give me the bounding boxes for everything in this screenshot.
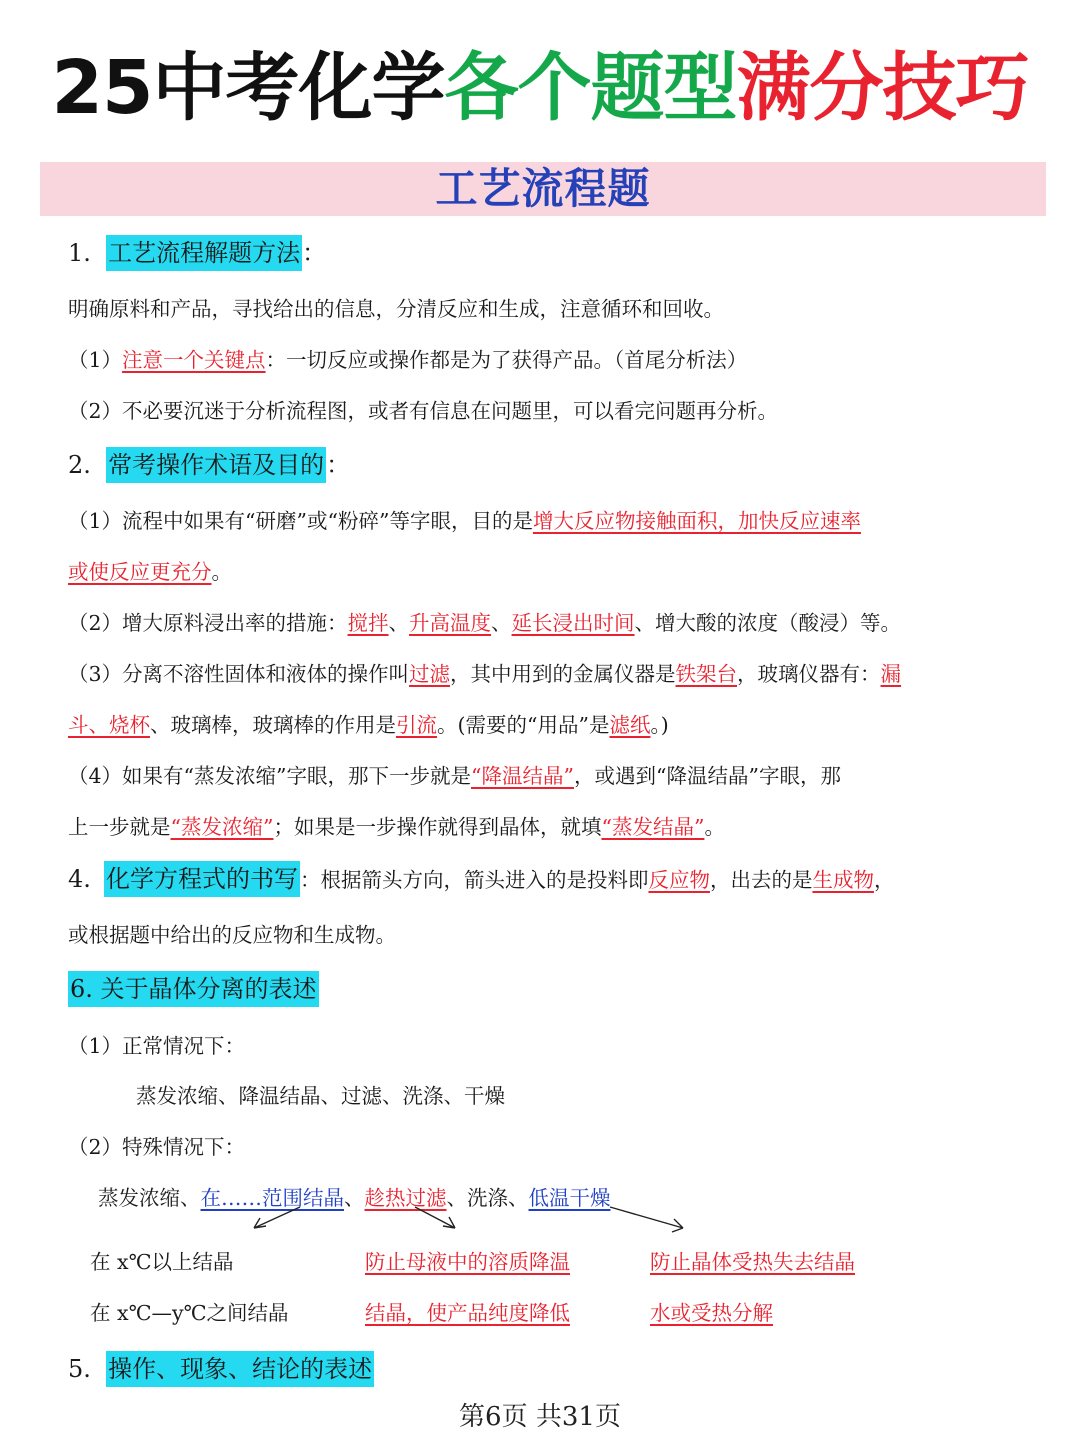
text: （4）如果有“蒸发浓缩”字眼，那下一步就是	[68, 764, 472, 788]
s2-line-6	[68, 761, 841, 791]
answer: 搅拌	[347, 611, 389, 635]
answer: 反应物	[648, 868, 710, 892]
section-banner	[40, 162, 1046, 216]
answer: 延长浸出时间	[511, 611, 635, 635]
section-number: 4.	[68, 865, 91, 893]
text: 。)	[650, 713, 669, 737]
s6-case-1: （1）正常情况下：	[68, 1034, 246, 1058]
answer: 或使反应更充分	[68, 560, 212, 584]
s1-paragraph-3: （2）不必要沉迷于分析流程图，或者有信息在问题里，可以看完问题再分析。	[68, 399, 779, 423]
text: ；如果是一步操作就得到晶体，就填	[273, 815, 602, 839]
s2-line-7	[68, 812, 725, 842]
answer: 增大反应物接触面积，加快反应速率	[532, 509, 861, 533]
page-footer: 第6页 共31页	[459, 1402, 621, 1432]
text: 。	[704, 815, 725, 839]
text: ，其中用到的金属仪器是	[450, 662, 676, 686]
highlight-heading: 6. 关于晶体分离的表述	[68, 971, 319, 1007]
text: 、增大酸的浓度（酸浸）等。	[634, 611, 902, 635]
section-number: 2.	[68, 451, 91, 479]
reason: 结晶，使产品纯度降低	[365, 1301, 570, 1325]
answer: 漏	[880, 662, 902, 686]
answer: 铁架台	[675, 662, 738, 686]
text: 蒸发浓缩、	[98, 1186, 201, 1210]
section-5-heading	[68, 1354, 374, 1384]
highlight-heading: 化学方程式的书写	[104, 861, 300, 897]
s1-paragraph-1: 明确原料和产品，寻找给出的信息，分清反应和生成，注意循环和回收。	[68, 297, 724, 321]
text: ，出去的是	[709, 868, 813, 892]
text: 、	[388, 611, 410, 635]
title-part-2: 各个题型	[444, 45, 737, 131]
highlight-heading: 工艺流程解题方法	[106, 235, 302, 271]
s2-line-5	[68, 710, 669, 740]
s6-case-2: （2）特殊情况下：	[68, 1135, 246, 1159]
s6-case-1-steps: 蒸发浓缩、降温结晶、过滤、洗涤、干燥	[136, 1084, 505, 1108]
row-2-reason-a	[365, 1298, 570, 1328]
row-2-reason-b	[650, 1298, 773, 1328]
answer: 斗、烧杯	[68, 713, 150, 737]
arrow-low-dry	[610, 1207, 683, 1232]
section-6-heading	[68, 974, 319, 1004]
answer: 过滤	[409, 662, 451, 686]
text: 、	[491, 611, 512, 635]
answer: 引流	[396, 713, 437, 737]
hot-filtration: 趁热过滤	[364, 1186, 447, 1210]
text: ，玻璃仪器有：	[737, 662, 881, 686]
text: 、玻璃棒，玻璃棒的作用是	[150, 713, 396, 737]
highlight-heading: 操作、现象、结论的表述	[106, 1351, 374, 1387]
answer: 生成物	[812, 868, 874, 892]
title-part-3: 满分技巧	[736, 45, 1029, 131]
s2-line-2	[68, 557, 232, 587]
text: 。	[211, 560, 232, 584]
range-crystallize: 在……范围结晶	[200, 1186, 344, 1210]
colon: ：	[302, 239, 327, 267]
page-title	[0, 42, 1080, 134]
text: ，或遇到“降温结晶”字眼，那	[573, 764, 841, 788]
answer: “降温结晶”	[471, 764, 574, 788]
section-number: 5.	[68, 1355, 91, 1383]
answer: “蒸发结晶”	[601, 815, 705, 839]
text: 、洗涤、	[446, 1186, 529, 1210]
text: 、	[344, 1186, 365, 1210]
key-point: 注意一个关键点	[122, 348, 266, 372]
reason: 防止母液中的溶质降温	[365, 1250, 570, 1274]
banner-title: 工艺流程题	[435, 164, 651, 213]
reason: 防止晶体受热失去结晶	[650, 1250, 855, 1274]
text: ，	[873, 868, 895, 892]
text: ：一切反应或操作都是为了获得产品。（首尾分析法）	[265, 348, 748, 372]
s2-line-4	[68, 659, 901, 689]
highlight-heading: 常考操作术语及目的	[106, 447, 326, 483]
row-1-condition: 在 x℃以上结晶	[90, 1250, 234, 1274]
text: （1）	[68, 348, 123, 372]
section-1-heading	[68, 238, 326, 268]
text: （3）分离不溶性固体和液体的操作叫	[68, 662, 410, 686]
reason: 水或受热分解	[650, 1301, 773, 1325]
colon: ：	[299, 868, 321, 892]
text: （2）增大原料浸出率的措施：	[68, 611, 348, 635]
text: 根据箭头方向，箭头进入的是投料即	[320, 868, 649, 892]
s2-line-3	[68, 608, 901, 638]
answer: 升高温度	[409, 611, 492, 635]
answer: “蒸发浓缩”	[170, 815, 274, 839]
s4-line-2: 或根据题中给出的反应物和生成物。	[68, 923, 396, 947]
low-temp-dry: 低温干燥	[528, 1186, 611, 1210]
text: （1）流程中如果有“研磨”或“粉碎”等字眼，目的是	[68, 509, 533, 533]
row-2-condition: 在 x℃—y℃之间结晶	[90, 1301, 289, 1325]
text: 。(需要的“用品”是	[437, 713, 610, 737]
row-1-reason-b	[650, 1247, 855, 1277]
title-part-1: 25中考化学	[51, 45, 445, 131]
section-4-heading	[68, 864, 894, 895]
s1-paragraph-2	[68, 345, 747, 375]
section-number: 1.	[68, 239, 91, 267]
s2-line-1	[68, 506, 861, 536]
row-1-reason-a	[365, 1247, 570, 1277]
text: 上一步就是	[68, 815, 171, 839]
s6-case-2-steps	[98, 1183, 611, 1213]
answer: 滤纸	[609, 713, 651, 737]
colon: ：	[326, 451, 351, 479]
section-2-heading	[68, 450, 350, 480]
